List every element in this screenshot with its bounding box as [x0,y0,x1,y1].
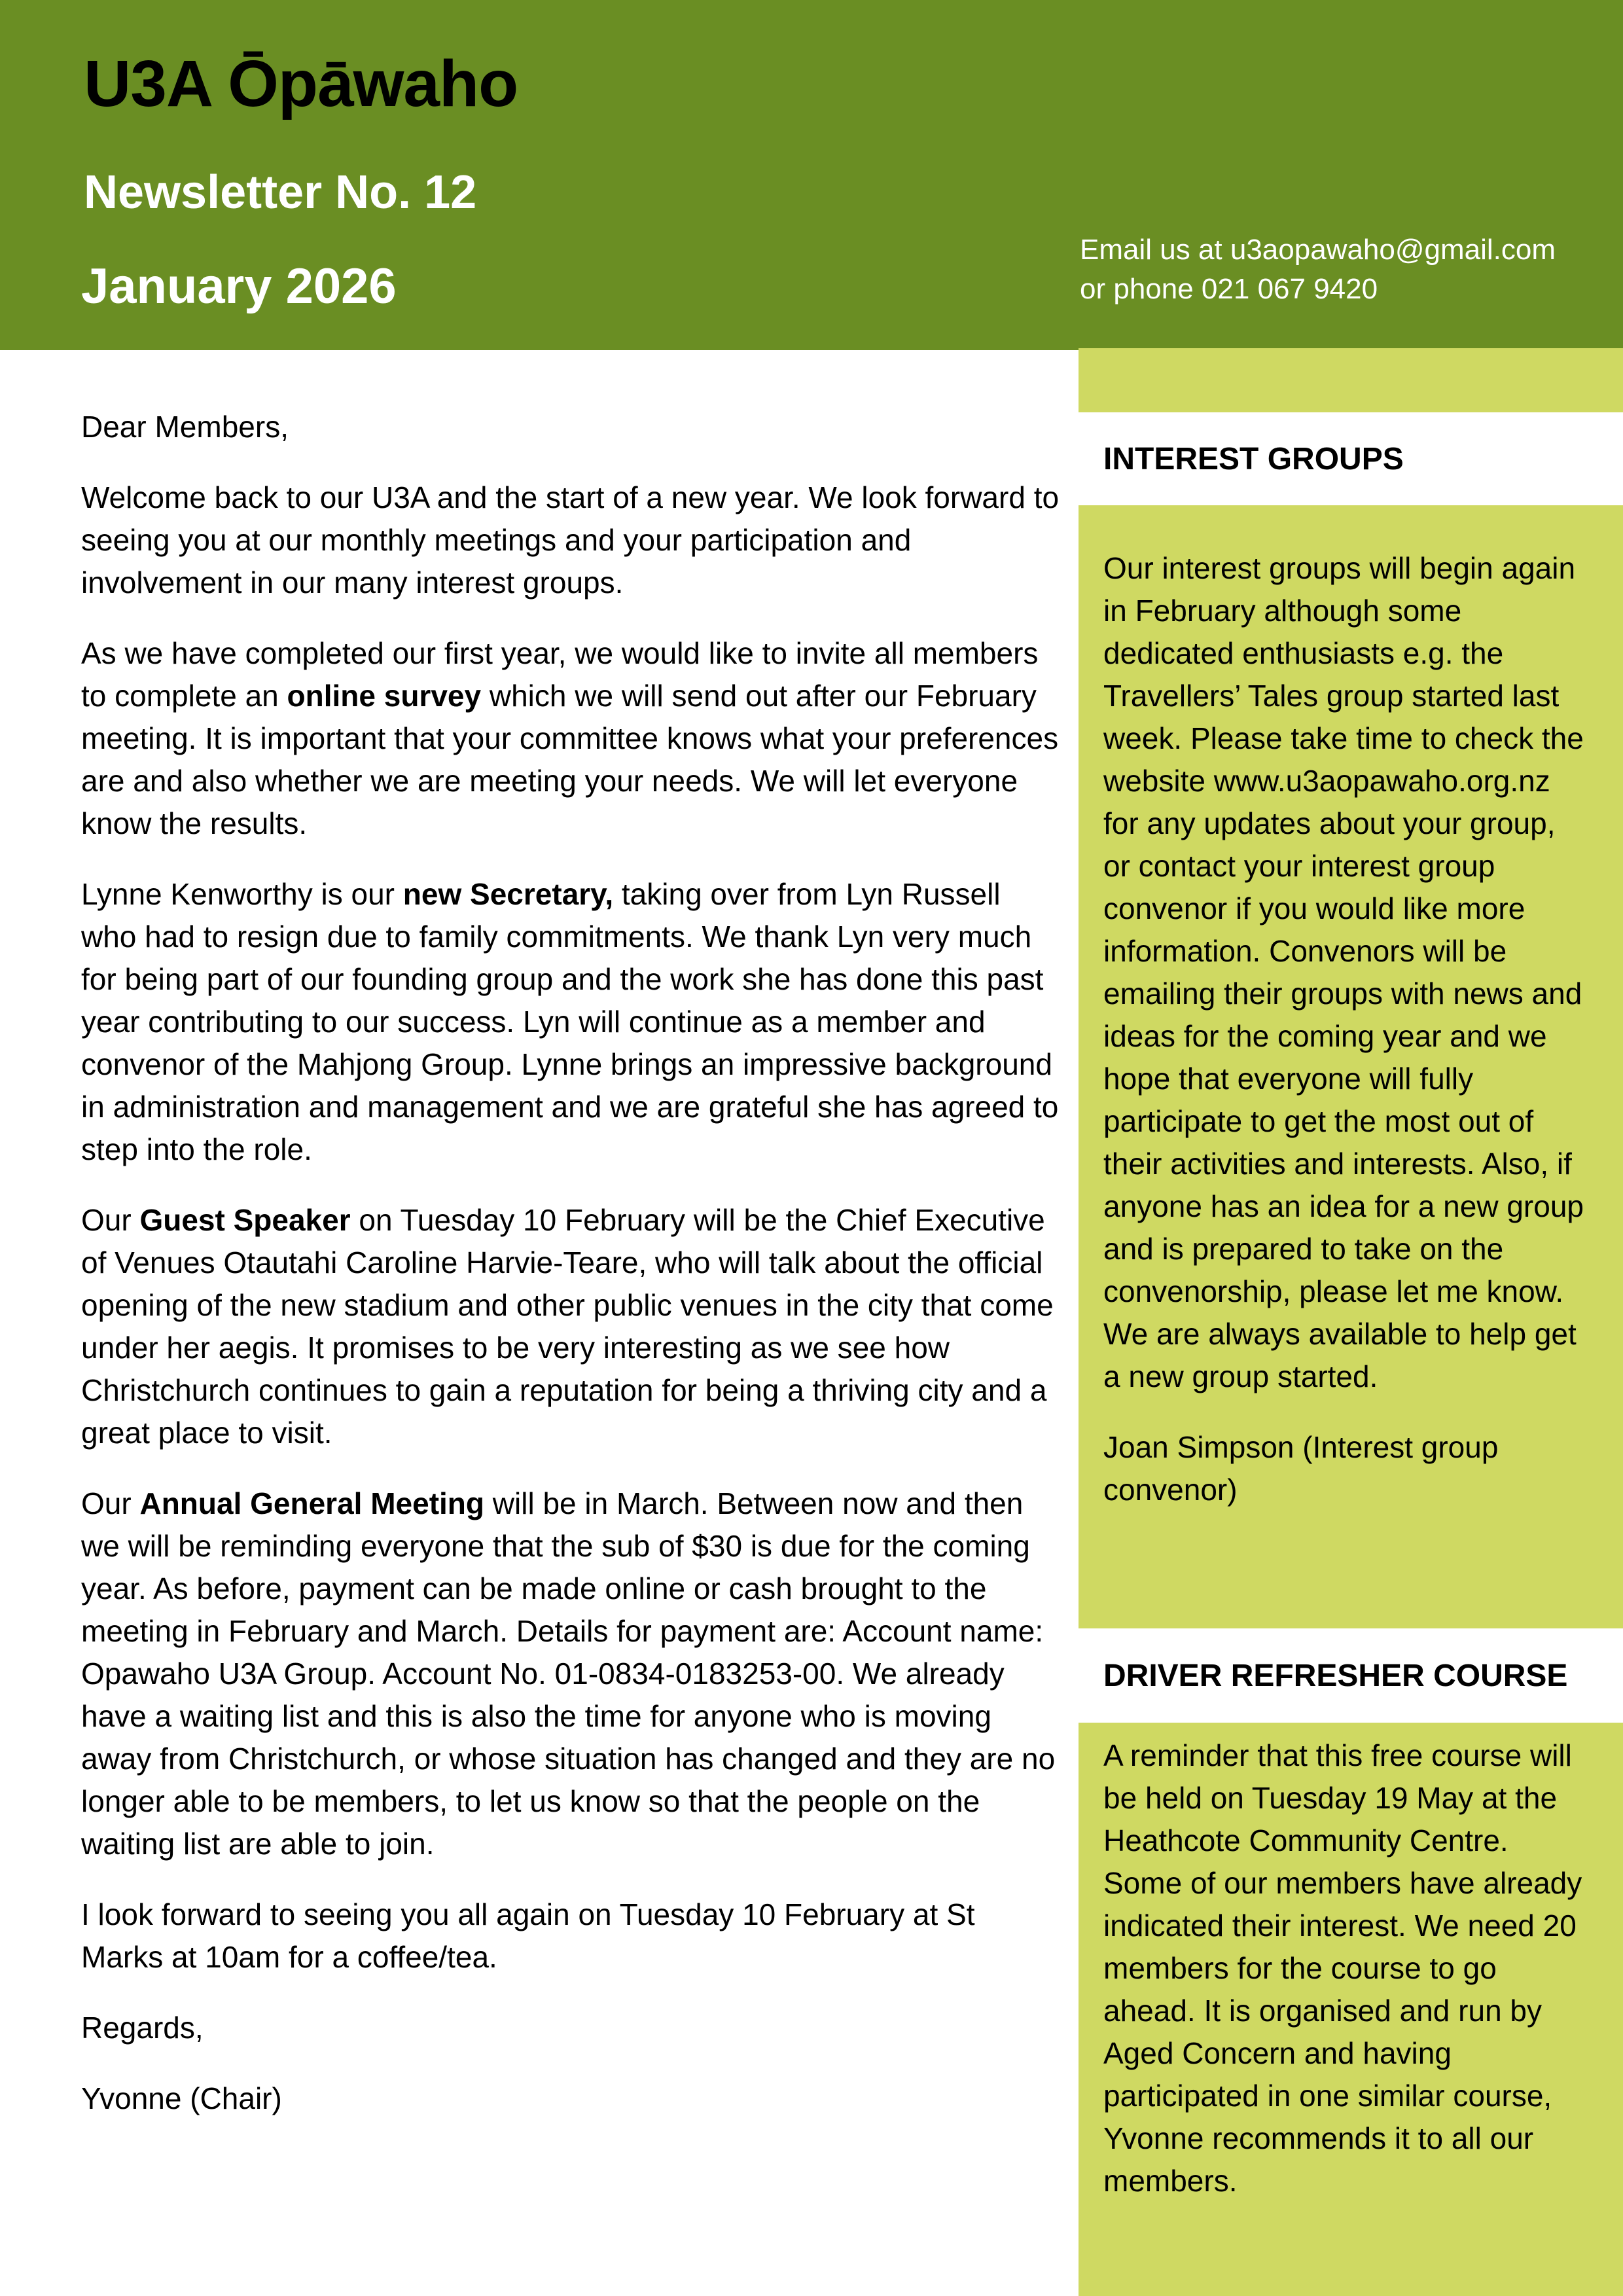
text: Our [81,1203,140,1237]
text: which we will send out after our February meeting. It is important that your committee knows what your preferences are and also whether we are meeting your needs. We will let everyone know the results. [81,679,1059,840]
paragraph-agm [81,1482,1063,1865]
contact-email[interactable]: Email us at u3aopawaho@gmail.com [1080,234,1556,266]
org-title: U3A Ōpāwaho [84,47,518,120]
paragraph-welcome: Welcome back to our U3A and the start of a new year. We look forward to seeing you at our monthly meetings and your participation and involvement in our many interest groups. [81,480,1060,600]
emphasis-agm: Annual General Meeting [139,1486,484,1520]
text: taking over from Lyn Russell who had to resign due to family commitments. We thank Lyn very much for being part of our founding group and the work she has done this past year contributing to our success. Lyn will continue as a member and convenor of the Mahjong Group. Lynne brings an impressive background in administration and management and we are grateful she has agreed to step into the role. [81,877,1059,1166]
issue-date: January 2026 [81,259,397,314]
driver-course-body: A reminder that this free course will be held on Tuesday 19 May at the Heathcote Community Centre. Some of our members have already indicated their interest. We need 20 members for the course to go ahead. It is organised and run by Aged Concern and having participated in one similar course, Yvonne recommends it to all our members. [1103,1738,1582,2198]
interest-groups-body: Our interest groups will begin again in February although some dedicated enthusiasts e.g. the Travellers’ Tales group started last week. Please take time to check the website www.u3aopawaho.org.nz for any updates about your group, or contact your interest group convenor if you would like more information. Convenors will be emailing their groups with news and ideas for the coming year and we hope that everyone will fully participate to get the most out of their activities and interests. Also, if anyone has an idea for a new group and is prepared to take on the convenorship, please let me know. We are always available to help get a new group started. [1103,551,1584,1393]
sidebar [1079,348,1623,2296]
contact-phone: or phone 021 067 9420 [1080,273,1378,305]
text: As we have completed our first year, we would like to invite all members to complete an [81,636,1039,713]
driver-course-box [1079,1723,1623,2296]
signature: Yvonne (Chair) [81,2081,282,2115]
salutation: Dear Members, [81,410,289,444]
contact-info [1080,230,1556,309]
sidebar-top-band [1079,348,1623,412]
masthead [0,0,1623,350]
text: will be in March. Between now and then we will be reminding everyone that the sub of $30 is due for the coming year. As before, payment can be made online or cash brought to the meeting in February and March. Details for payment are: Account name: Opawaho U3A Group. Account No. 01-0834-0183253-00. We already have a waiting list and this is also the time for anyone who is moving away from Christchurch, or whose situation has changed and they are no longer able to be members, to let us know so that the people on the waiting list are able to join. [81,1486,1056,1861]
paragraph-closing: I look forward to seeing you all again on Tuesday 10 February at St Marks at 10am for a coffee/tea. [81,1897,975,1974]
text: Lynne Kenworthy is our [81,877,403,911]
emphasis-online-survey: online survey [287,679,482,713]
interest-groups-heading: INTEREST GROUPS [1079,412,1623,505]
text: Our [81,1486,140,1520]
signoff: Regards, [81,2011,204,2045]
newsletter-number: Newsletter No. 12 [84,166,477,219]
chair-letter [81,406,1063,2148]
interest-groups-signature: Joan Simpson (Interest group convenor) [1103,1430,1499,1507]
text: on Tuesday 10 February will be the Chief Executive of Venues Otautahi Caroline Harvie-Teare, who will talk about the official opening of the new stadium and other public venues in the city that come under her aegis. It promises to be very interesting as we see how Christchurch continues to gain a reputation for being a thriving city and a great place to visit. [81,1203,1054,1450]
emphasis-guest-speaker: Guest Speaker [139,1203,351,1237]
emphasis-new-secretary: new Secretary, [402,877,614,911]
paragraph-survey [81,632,1063,845]
interest-groups-box [1079,505,1623,1628]
driver-course-heading: DRIVER REFRESHER COURSE [1079,1628,1623,1723]
paragraph-secretary [81,873,1063,1171]
paragraph-guest-speaker [81,1199,1063,1454]
